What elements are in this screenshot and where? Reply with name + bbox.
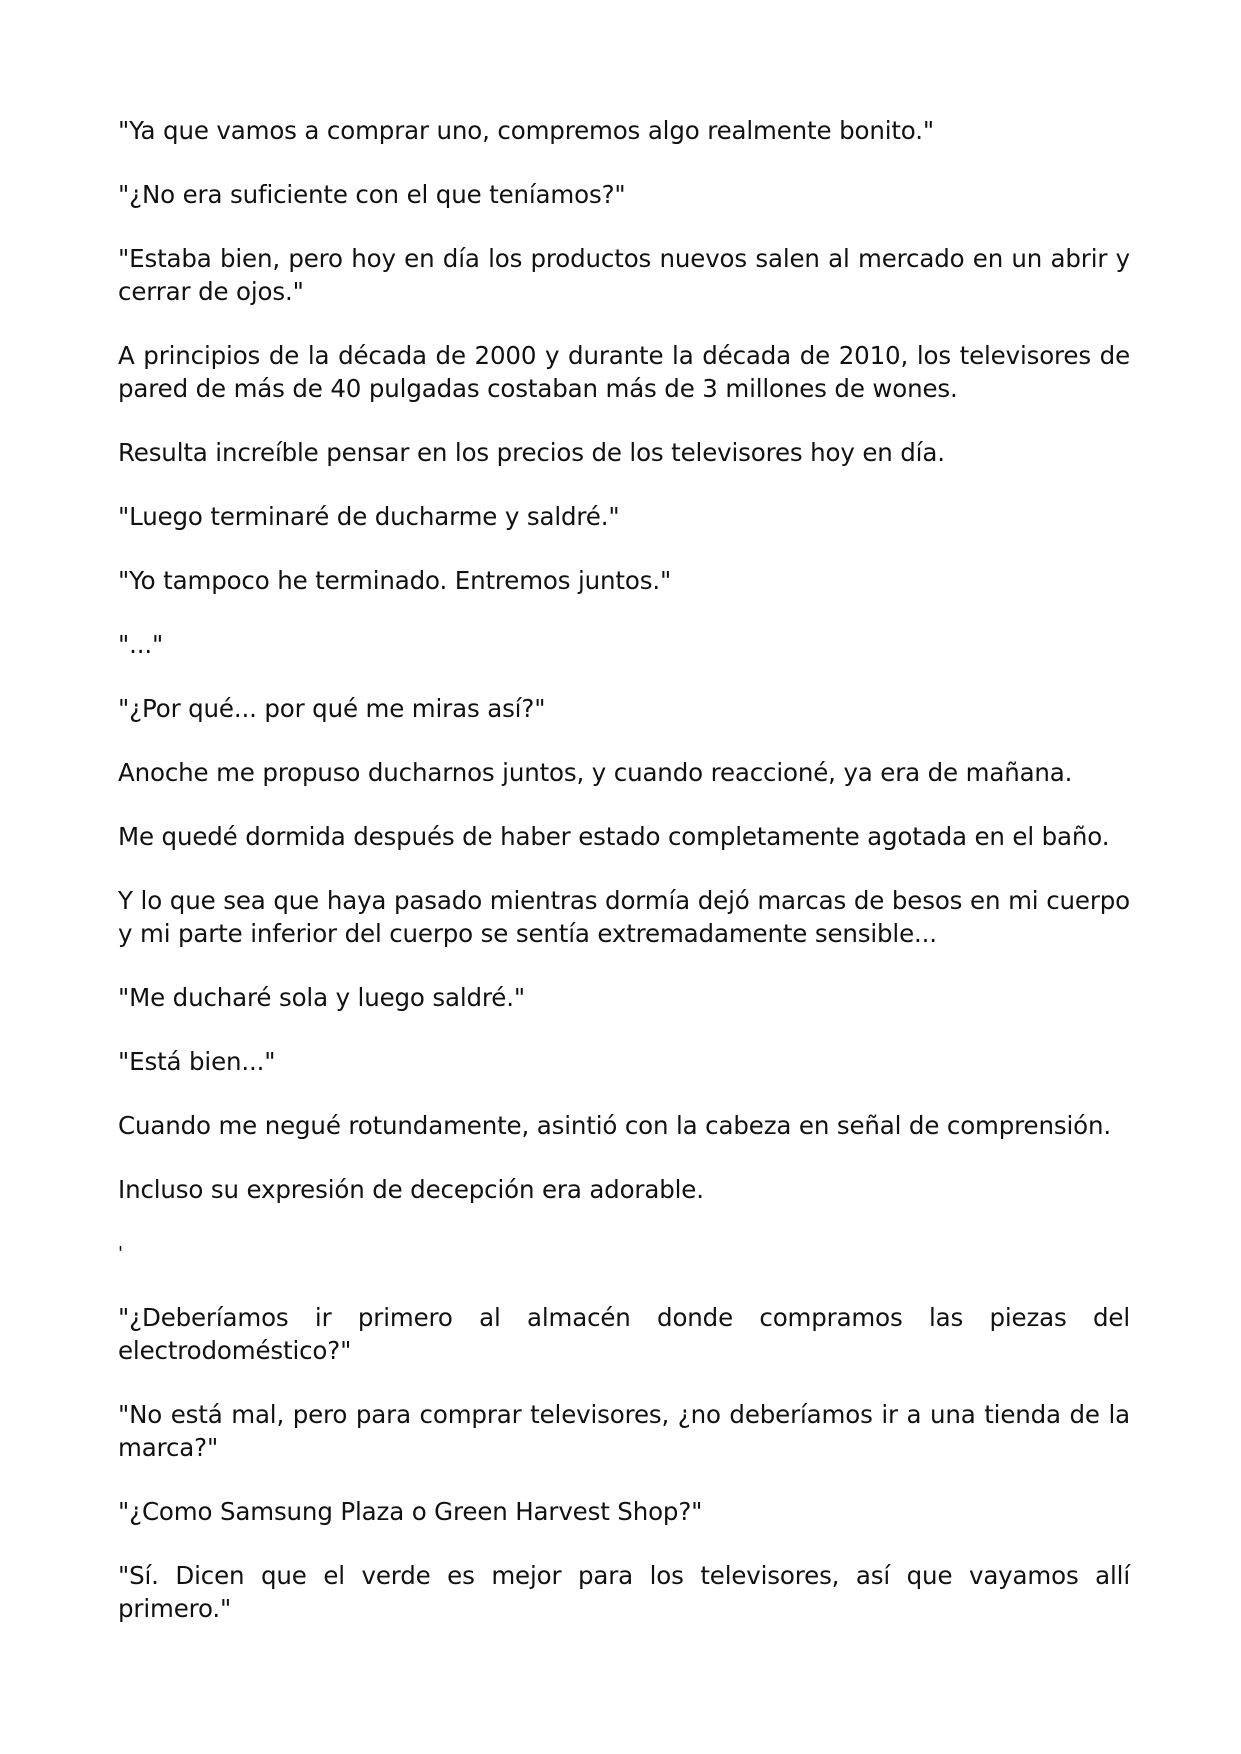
- paragraph: "Ya que vamos a comprar uno, compremos algo realmente bonito.": [118, 116, 934, 145]
- paragraph: "¿Como Samsung Plaza o Green Harvest Shop?": [118, 1497, 703, 1526]
- paragraph: "¿Por qué... por qué me miras así?": [118, 694, 546, 723]
- paragraph: "Sí. Dicen que el verde es mejor para los televisores, así que vayamos allí primero.": [118, 1561, 1130, 1623]
- paragraph: "Estaba bien, pero hoy en día los productos nuevos salen al mercado en un abrir y cerrar de ojos.": [118, 244, 1130, 306]
- paragraph: Incluso su expresión de decepción era adorable.: [118, 1175, 704, 1204]
- paragraph: A principios de la década de 2000 y durante la década de 2010, los televisores de pared de más de 40 pulgadas costaban más de 3 millones de wones.: [118, 341, 1130, 403]
- paragraph: Cuando me negué rotundamente, asintió con la cabeza en señal de comprensión.: [118, 1111, 1111, 1140]
- paragraph: "Está bien...": [118, 1047, 276, 1076]
- paragraph-mark: ': [118, 1243, 123, 1264]
- paragraph: "...": [118, 630, 164, 659]
- paragraph: Anoche me propuso ducharnos juntos, y cuando reaccioné, ya era de mañana.: [118, 758, 1073, 787]
- paragraph: Resulta increíble pensar en los precios de los televisores hoy en día.: [118, 438, 945, 467]
- paragraph: Me quedé dormida después de haber estado completamente agotada en el baño.: [118, 822, 1110, 851]
- paragraph: Y lo que sea que haya pasado mientras dormía dejó marcas de besos en mi cuerpo y mi parte inferior del cuerpo se sentía extremadamente sensible...: [118, 886, 1130, 948]
- paragraph: "Luego terminaré de ducharme y saldré.": [118, 502, 620, 531]
- paragraph: "Me ducharé sola y luego saldré.": [118, 983, 525, 1012]
- paragraph: "No está mal, pero para comprar televisores, ¿no deberíamos ir a una tienda de la marca?": [118, 1400, 1130, 1462]
- paragraph: "¿No era suficiente con el que teníamos?": [118, 180, 626, 209]
- paragraph: "¿Deberíamos ir primero al almacén donde compramos las piezas del electrodoméstico?": [118, 1303, 1130, 1365]
- paragraph: "Yo tampoco he terminado. Entremos juntos.": [118, 566, 672, 595]
- document-page: [118, 114, 1130, 1656]
